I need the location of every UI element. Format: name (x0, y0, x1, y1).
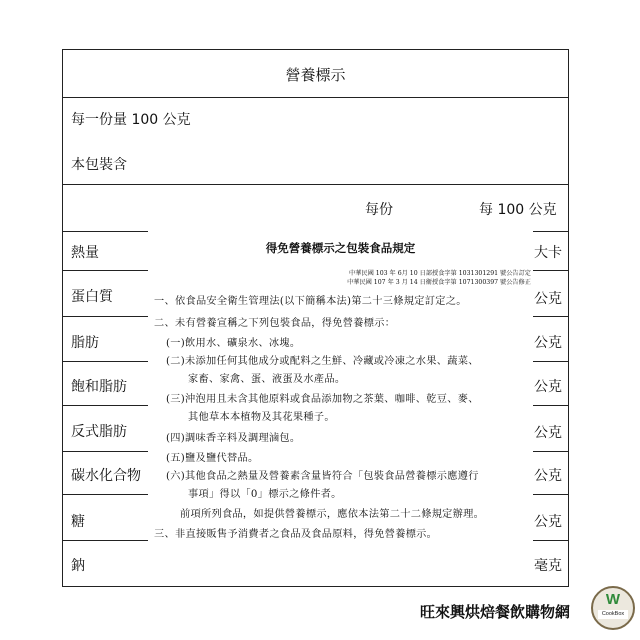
notice-line: 家畜、家禽、蛋、液蛋及水產品。 (188, 374, 346, 385)
row-label-fat: 脂肪 (71, 335, 99, 351)
notice-line: (六)其他食品之熱量及營養素含量皆符合「包裝食品營養標示應遵行 (166, 471, 479, 482)
notice-title: 得免營養標示之包裝食品規定 (265, 241, 416, 255)
row-label-saturated-fat: 飽和脂肪 (71, 379, 127, 395)
row-unit-saturated-fat: 公克 (534, 379, 562, 395)
notice-line: 三、非直接販售予消費者之食品及食品原料，得免營養標示。 (154, 529, 438, 540)
row-unit-fat: 公克 (534, 335, 562, 351)
serving-size: 每一份量 100 公克 (71, 112, 191, 128)
notice-line: (一)飲用水、礦泉水、冰塊。 (166, 338, 301, 349)
divider (63, 184, 568, 185)
row-unit-protein: 公克 (534, 291, 562, 307)
row-unit-sodium: 毫克 (534, 558, 562, 574)
row-unit-carbohydrate: 公克 (534, 468, 562, 484)
label-title: 營養標示 (285, 66, 346, 84)
notice-line: (二)未添加任何其他成分或配料之生鮮、冷藏或冷凍之水果、蔬菜、 (166, 356, 479, 367)
row-label-sugar: 糖 (71, 514, 85, 530)
store-name: 旺來興烘焙餐飲購物網 (420, 603, 571, 621)
row-unit-energy: 大卡 (534, 245, 562, 261)
cookbox-logo (591, 586, 635, 630)
row-label-carbohydrate: 碳水化合物 (71, 468, 141, 484)
notice-line: 事項」得以「0」標示之條件者。 (188, 489, 342, 500)
row-label-sodium: 鈉 (71, 558, 85, 574)
notice-line: (三)沖泡用且未含其他原料或食品添加物之茶葉、咖啡、乾豆、麥、 (166, 394, 479, 405)
row-label-energy: 熱量 (71, 245, 99, 261)
notice-ref: 中華民國 103 年 6月 10 日部授食字第 1031301291 號公告訂定 (349, 270, 531, 277)
divider (63, 97, 568, 98)
logo-letter: W (605, 591, 621, 608)
row-unit-sugar: 公克 (534, 514, 562, 530)
package-contains: 本包裝含 (71, 157, 127, 173)
notice-line: 二、未有營養宣稱之下列包裝食品，得免營養標示： (154, 318, 396, 329)
notice-line: 前項所列食品，如提供營養標示，應依本法第二十二條規定辦理。 (180, 509, 485, 520)
row-label-protein: 蛋白質 (71, 289, 113, 305)
notice-line: (五)鹽及鹽代替品。 (166, 453, 259, 464)
exemption-notice (148, 228, 533, 567)
row-label-trans-fat: 反式脂肪 (71, 424, 127, 440)
logo-text: CookBox (598, 610, 628, 619)
col-per-serving: 每份 (365, 202, 393, 218)
notice-line: (四)調味香辛料及調理滷包。 (166, 433, 301, 444)
notice-line: 其他草本本植物及其花果種子。 (188, 412, 335, 423)
row-unit-trans-fat: 公克 (534, 425, 562, 441)
notice-line: 一、依食品安全衛生管理法(以下簡稱本法)第二十三條規定訂定之。 (154, 296, 467, 307)
notice-ref: 中華民國 107 年 3 月 14 日衛授食字第 1071300397 號公告修正 (347, 279, 531, 286)
col-per-100g: 每 100 公克 (479, 202, 557, 218)
